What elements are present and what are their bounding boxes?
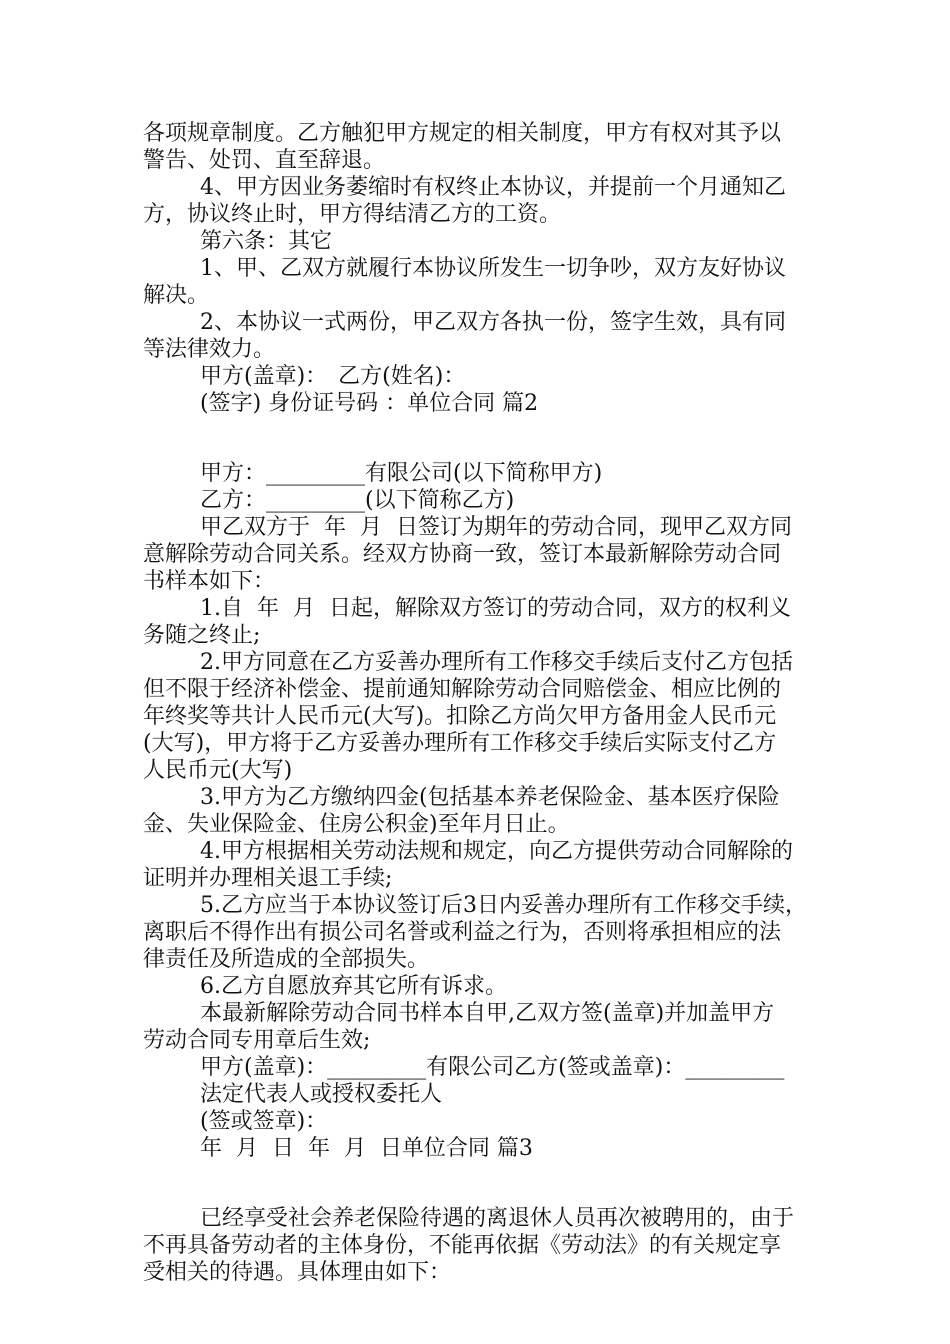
body-line: 意解除劳动合同关系。经双方协商一致，签订本最新解除劳动合同 bbox=[143, 542, 782, 567]
signature-line: 甲方(盖章)：_________有限公司乙方(签或盖章)：_________ bbox=[200, 1055, 785, 1080]
date-line: 年 月 日 年 月 日单位合同 篇3 bbox=[200, 1136, 533, 1161]
body-line: 但不限于经济补偿金、提前通知解除劳动合同赔偿金、相应比例的 bbox=[143, 677, 782, 702]
body-line: 方，协议终止时，甲方得结清乙方的工资。 bbox=[143, 202, 562, 227]
body-line: 4.甲方根据相关劳动法规和规定，向乙方提供劳动合同解除的 bbox=[200, 839, 793, 864]
body-line: 离职后不得作出有损公司名誉或利益之行为，否则将承担相应的法 bbox=[143, 920, 782, 945]
body-line: 5.乙方应当于本协议签订后3日内妥善办理所有工作移交手续， bbox=[200, 893, 807, 918]
body-line: 2.甲方同意在乙方妥善办理所有工作移交手续后支付乙方包括 bbox=[200, 650, 793, 675]
body-line: 劳动合同专用章后生效; bbox=[143, 1028, 371, 1053]
signature-line: 法定代表人或授权委托人 bbox=[200, 1082, 443, 1107]
body-line: 年终奖等共计人民币元(大写)。扣除乙方尚欠甲方备用金人民币元 bbox=[143, 704, 777, 729]
body-line: 人民币元(大写) bbox=[143, 758, 293, 783]
signature-line: (签字) 身份证号码 ：单位合同 篇2 bbox=[200, 391, 539, 416]
body-line: 律责任及所造成的全部损失。 bbox=[143, 947, 430, 972]
body-line: 本最新解除劳动合同书样本自甲,乙双方签(盖章)并加盖甲方 bbox=[200, 1001, 775, 1026]
body-line: 2、本协议一式两份，甲乙双方各执一份，签字生效，具有同 bbox=[200, 310, 786, 335]
body-line: 各项规章制度。乙方触犯甲方规定的相关制度，甲方有权对其予以 bbox=[143, 121, 782, 146]
party-a-line: 甲方：_________有限公司(以下简称甲方) bbox=[200, 461, 603, 486]
body-line: 务随之终止; bbox=[143, 623, 261, 648]
body-line: 金、失业保险金、住房公积金)至年月日止。 bbox=[143, 812, 570, 837]
body-line: 受相关的待遇。具体理由如下： bbox=[143, 1260, 452, 1285]
signature-line: (签或签章)： bbox=[200, 1109, 328, 1134]
body-line: 不再具备劳动者的主体身份，不能再依据《劳动法》的有关规定享 bbox=[143, 1233, 782, 1258]
body-line: 3.甲方为乙方缴纳四金(包括基本养老保险金、基本医疗保险 bbox=[200, 785, 780, 810]
body-line: 已经享受社会养老保险待遇的离退休人员再次被聘用的，由于 bbox=[200, 1206, 795, 1231]
body-line: 证明并办理相关退工手续; bbox=[143, 866, 393, 891]
body-line: 4、甲方因业务萎缩时有权终止本协议，并提前一个月通知乙 bbox=[200, 175, 786, 200]
body-line: 6.乙方自愿放弃其它所有诉求。 bbox=[200, 974, 507, 999]
body-line: 甲乙双方于 年 月 日签订为期年的劳动合同，现甲乙双方同 bbox=[200, 515, 792, 540]
party-b-line: 乙方：_________(以下简称乙方) bbox=[200, 488, 515, 513]
body-line: 1.自 年 月 日起，解除双方签订的劳动合同，双方的权利义 bbox=[200, 596, 791, 621]
body-line: 书样本如下： bbox=[143, 569, 276, 594]
body-line: (大写)，甲方将于乙方妥善办理所有工作移交手续后实际支付乙方 bbox=[143, 731, 777, 756]
section-heading: 第六条：其它 bbox=[200, 229, 333, 254]
body-line: 解决。 bbox=[143, 283, 210, 308]
signature-line: 甲方(盖章)： 乙方(姓名)： bbox=[200, 364, 466, 389]
body-line: 警告、处罚、直至辞退。 bbox=[143, 148, 386, 173]
body-line: 等法律效力。 bbox=[143, 337, 276, 362]
body-line: 1、甲、乙双方就履行本协议所发生一切争吵，双方友好协议 bbox=[200, 256, 786, 281]
